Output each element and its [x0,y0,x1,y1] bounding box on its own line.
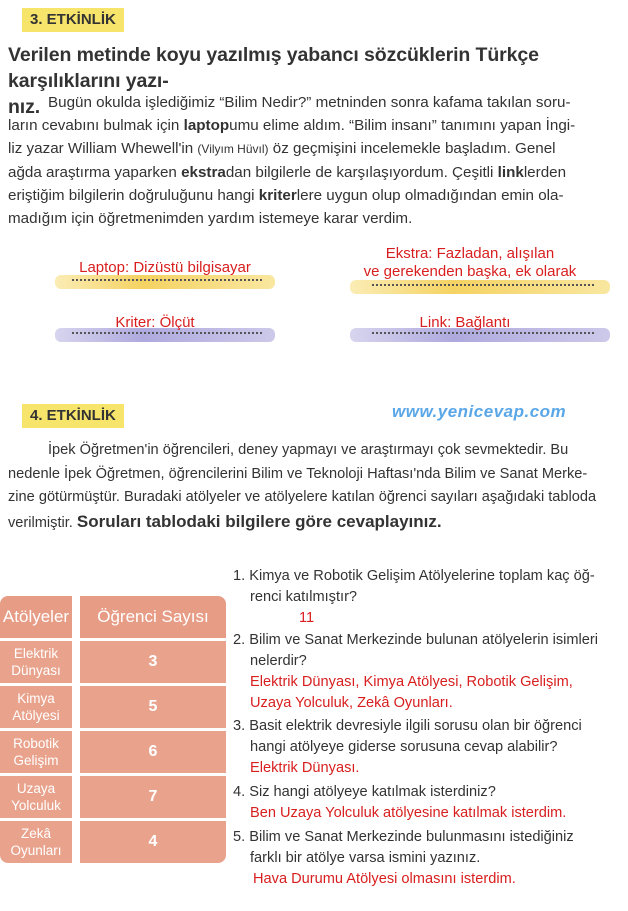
answer-3: Elektrik Dünyası. [250,760,360,776]
table-row: Elektrik Dünyası 3 [0,641,226,683]
word-laptop: laptop [183,117,230,134]
word-kriter: kriter [258,187,297,204]
workshop-table [0,593,226,866]
table-header [0,596,226,638]
answer-brush-laptop [55,275,275,289]
answer-brush-ekstra [350,280,610,294]
activity-4-paragraph: İpek Öğretmen'in öğrencileri, deney yapmayı ve araştırmayı çok sevmektedir. Bu nedenle İpek Öğretmen, öğrencilerini Bilim ve Teknoloji Haftası'nda Bilim ve Sanat Merke- zine götürmüştür. Buradaki atölyeler ve atölyelere katılan öğrenci sayıları aşağıdaki tabloda verilmiştir. Soruları tablodaki bilgilere göre cevaplayınız. [8,442,597,531]
answer-ekstra: Ekstra: Fazladan, alışılan ve gerekenden başka, ek olarak [363,245,577,280]
table-row: Uzaya Yolculuk 7 [0,776,226,818]
question-4: 4. Siz hangi atölyeye katılmak isterdiniz? Ben Uzaya Yolculuk atölyesine katılmak isterdim. [233,782,625,824]
answer-laptop: Laptop: Dizüstü bilgisayar [79,259,251,276]
answer-line-link [372,332,594,334]
word-link: link [497,164,524,181]
word-ekstra: ekstra [181,164,226,181]
answer-link: Link: Bağlantı [419,314,511,331]
activity-3-paragraph: Bugün okulda işlediğimiz “Bilim Nedir?” metninden sonra kafama takılan soru- ların cevabını bulmak için laptopumu elime aldım. “Bilim insanı” tanımını yapan İngi- liz yazar William Whewell'in (Vilyım Hüvıl) öz geçmişini incelemekle başladım. Genel ağda araştırma yaparken ekstradan bilgilerle de karşılaşıyordum. Çeşitli linklerden eriştiğim bilgilerin doğruluğunu hangi kriterlere uygun olup olmadığından emin ola- madığım için öğretmenimden yardım istemeye karar verdim. [8,94,576,227]
watermark: www.yenicevap.com [392,402,567,421]
question-5: 5. Bilim ve Sanat Merkezinde bulunmasını istediğiniz farklı bir atölye varsa ismini yazınız. Hava Durumu Atölyesi olmasını isterdim. [233,827,625,890]
activity-3-badge: 3. ETKİNLİK [22,8,124,32]
answer-5: Hava Durumu Atölyesi olmasını isterdim. [253,871,516,887]
header-workshops: Atölyeler [0,596,72,638]
table-row: Zekâ Oyunları 4 [0,821,226,863]
activity-4-badge: 4. ETKİNLİK [22,404,124,428]
header-student-count: Öğrenci Sayısı [80,596,226,638]
answer-line-kriter [72,332,262,334]
answer-2: Elektrik Dünyası, Kimya Atölyesi, Robotik Gelişim, [250,674,573,690]
table-row: Kimya Atölyesi 5 [0,686,226,728]
answer-4: Ben Uzaya Yolculuk atölyesine katılmak isterdim. [250,805,567,821]
answer-kriter: Kriter: Ölçüt [115,314,195,331]
answer-line-laptop [72,279,262,281]
question-2: 2. Bilim ve Sanat Merkezinde bulunan atölyelerin isimleri nelerdir? Elektrik Dünyası, Kimya Atölyesi, Robotik Gelişim, Uzaya Yolculuk, Zekâ Oyunları. [233,630,625,714]
question-3: 3. Basit elektrik devresiyle ilgili sorusu olan bir öğrenci hangi atölyeye giderse sorusuna cevap alabilir? Elektrik Dünyası. [233,716,625,779]
answer-line-ekstra [372,284,594,286]
table-row: Robotik Gelişim 6 [0,731,226,773]
question-1: 1. Kimya ve Robotik Gelişim Atölyelerine toplam kaç öğ- renci katılmıştır? 11 [233,566,625,629]
answer-1: 11 [299,610,315,626]
activity-3-instruction: Verilen metinde koyu yazılmış yabancı sözcüklerin Türkçe karşılıklarını yazı- nız. [8,44,539,118]
